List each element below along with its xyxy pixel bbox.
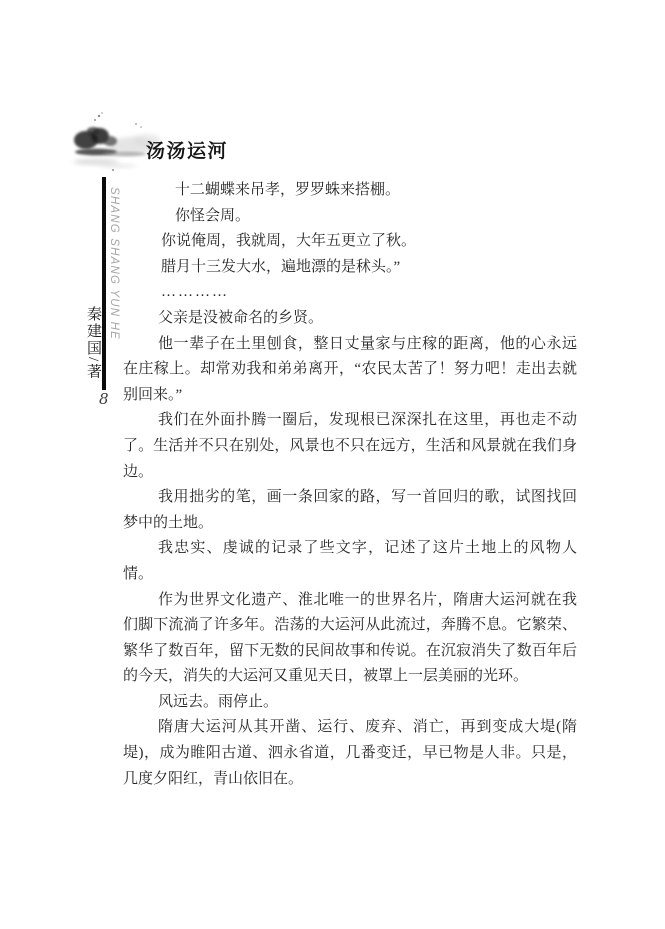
body-paragraph: 作为世界文化遗产、淮北唯一的世界名片，隋唐大运河就在我们脚下流淌了许多年。浩荡的大运河从此流过，奔腾不息。它繁荣、繁华了数百年，留下无数的民间故事和传说。在沉寂消失了数百年后的今天，消失的大运河又重见天日，被罩上一层美丽的光环。 <box>123 591 577 685</box>
series-title-english: SHANG SHANG YUN HE <box>108 187 120 341</box>
chapter-title: 汤汤运河 <box>146 141 229 162</box>
poem-line: 十二蝴蝶来吊孝，罗罗蛛来搭棚。 <box>175 182 401 198</box>
poem-line: 你说俺周，我就周，大年五更立了秋。 <box>161 233 417 250</box>
author-name: 秦建国/著 <box>85 306 101 381</box>
body-paragraph: 他一辈子在土里刨食，整日丈量家与庄稼的距离，他的心永远在庄稼上。却常劝我和弟弟离开，“农民太苦了！努力吧！走出去就别回来。” <box>123 335 577 403</box>
body-paragraph: 隋唐大运河从其开凿、运行、废弃、消亡，再到变成大堤(隋堤)，成为睢阳古道、泗永省道，几番变迁，早已物是人非。只是，几度夕阳红，青山依旧在。 <box>123 719 577 787</box>
body-paragraph: 父亲是没被命名的乡贤。 <box>158 309 324 326</box>
body-paragraph: 我用拙劣的笔，画一条回家的路，写一首回归的歌，试图找回梦中的土地。 <box>123 489 577 531</box>
paragraphs <box>123 306 577 792</box>
poem-line: 你怪会周。 <box>175 207 251 224</box>
body-paragraph: 风远去。雨停止。 <box>158 693 279 710</box>
body-paragraph: 我们在外面扑腾一圈后，发现根已深深扎在这里，再也走不动了。生活并不只在别处，风景也不只在远方，生活和风景就在我们身边。 <box>123 412 577 480</box>
poem-line: 腊月十三发大水，遍地漂的是秫头。” <box>161 258 401 275</box>
main-text-block <box>123 178 577 792</box>
poem-block <box>123 178 577 306</box>
body-paragraph: 我忠实、虔诚的记录了些文字，记述了这片土地上的风物人情。 <box>123 540 577 582</box>
page-number: 8 <box>99 390 109 408</box>
poem-line: ………… <box>161 284 229 301</box>
